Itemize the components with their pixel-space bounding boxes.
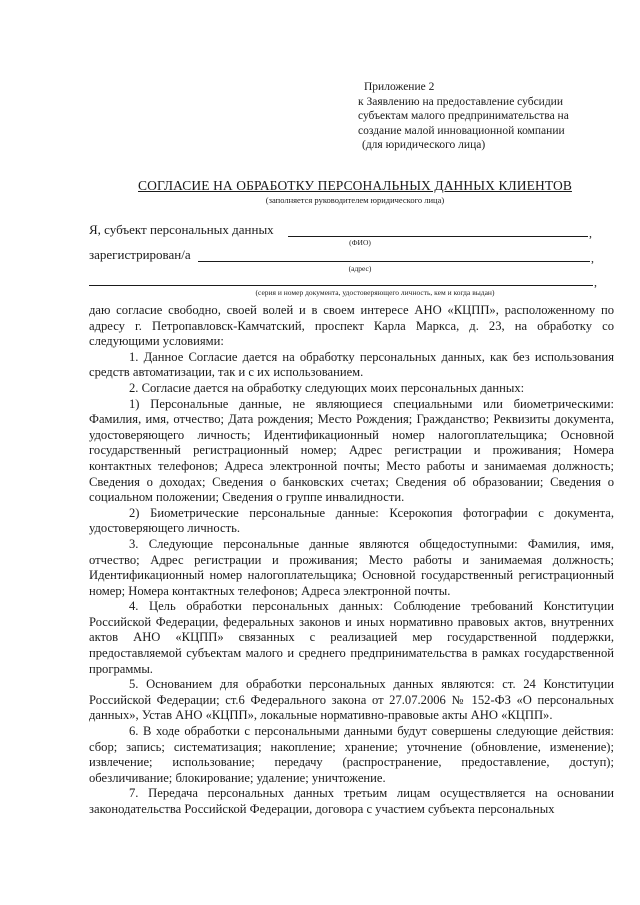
document-title: СОГЛАСИЕ НА ОБРАБОТКУ ПЕРСОНАЛЬНЫХ ДАННЫХ КЛИЕНТОВ — [138, 178, 572, 193]
registered-label: зарегистрирован/а — [89, 247, 191, 262]
address-hint: (адрес) — [348, 264, 372, 273]
consent-body — [89, 303, 614, 818]
fio-comma: , — [589, 226, 592, 240]
clause-2-2: 2) Биометрические персональные данные: Ксерокопия фотографии с документа, удостоверяющего личность. — [89, 505, 614, 536]
appendix-line: Приложение 2 — [364, 81, 435, 93]
clause-5: 5. Основанием для обработки персональных данных являются: ст. 24 Конституции Российской Федерации; ст.6 Федерального закона от 27.07.2006 № 152-ФЗ «О персональных данных», Устав АНО «КЦПП», локальные нормативно-правовые акты АНО «КЦПП». — [89, 677, 614, 723]
subject-label: Я, субъект персональных данных — [89, 222, 274, 237]
clause-3: 3. Следующие персональные данные являются общедоступными: Фамилия, имя, отчество; Адрес регистрации и проживания; Место работы и занимаемая должность; Идентификационный номер налогоплательщика; Основной государственный регистрационный номер; Номера контактных телефонов; Адреса электронной почты. — [89, 536, 614, 598]
clause-1: 1. Данное Согласие дается на обработку персональных данных, как без использования средств автоматизации, так и с их использованием. — [89, 349, 614, 380]
address-comma: , — [591, 251, 594, 265]
appendix-line: к Заявлению на предоставление субсидии — [358, 95, 563, 108]
clause-6: 6. В ходе обработки с персональными данными будут совершены следующие действия: сбор; запись; систематизация; накопление; хранение; уточнение (обновление, изменение); извлечение; использование; передачу (распространение, предоставление, доступ); обезличивание; блокирование; удаление; уничтожение. — [89, 724, 614, 785]
fio-field[interactable] — [288, 236, 588, 237]
document-hint: (серия и номер документа, удостоверяющего личность, кем и когда выдан) — [255, 288, 495, 297]
clause-2-1: 1) Персональные данные, не являющиеся специальными или биометрическими: Фамилия, имя, отчество; Дата рождения; Место Рождения; Гражданство; Реквизиты документа, удостоверяющего личность; Идентификационный номер налогоплательщика; Основной государственный регистрационный номер; Адрес регистрации и проживания; Номера контактных телефонов; Адреса электронной почты; Место работы и занимаемая должность; Сведения о доходах; Сведения о банковских счетах; Сведения об образовании; Сведения о социальном положении; Сведения о группе инвалидности. — [89, 396, 614, 505]
appendix-line: создание малой инновационной компании — [358, 124, 565, 137]
document-subtitle: (заполняется руководителем юридического лица) — [265, 195, 445, 205]
clause-2: 2. Согласие дается на обработку следующих моих персональных данных: — [129, 380, 525, 395]
address-field[interactable] — [198, 261, 590, 262]
appendix-line: субъектам малого предпринимательства на — [358, 110, 569, 123]
appendix-header — [358, 80, 608, 153]
consent-intro: даю согласие свободно, своей волей и в своем интересе АНО «КЦПП», расположенному по адресу г. Петропавловск-Камчатский, проспект Карла Маркса, д. 23, на обработку со следующими условиями: — [89, 303, 614, 349]
fio-hint: (ФИО) — [349, 238, 371, 247]
document-field[interactable] — [89, 285, 593, 286]
appendix-line: (для юридического лица) — [362, 139, 486, 152]
clause-4: 4. Цель обработки персональных данных: Соблюдение требований Конституции Российской Федерации, федеральных законов и иных нормативно правовых актов, внутренних актов АНО «КЦПП» связанных с реализацией мер государственной поддержки, предоставляемой субъектам малого и среднего предпринимательства в рамках государственной программы. — [89, 599, 614, 676]
clause-7: 7. Передача персональных данных третьим лицам осуществляется на основании законодательства Российской Федерации, договора с участием субъекта персональных — [89, 786, 614, 816]
document-comma: , — [594, 275, 597, 289]
